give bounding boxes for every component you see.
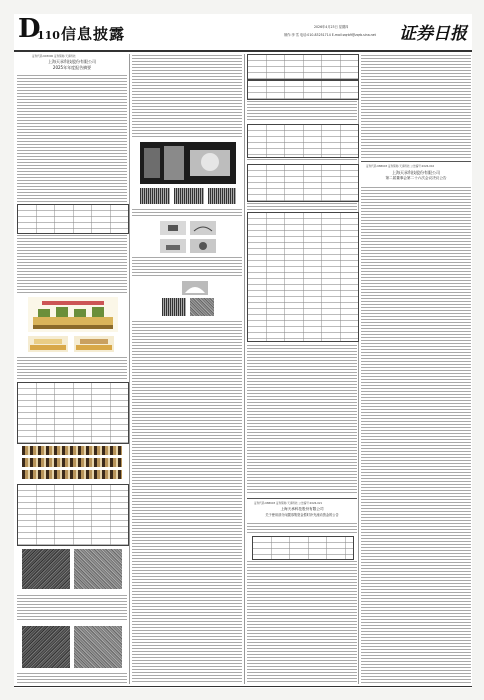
sample-image (174, 188, 204, 204)
announcement-company: 上海天承科技股份有限公司 (48, 59, 96, 64)
micrograph-image (74, 626, 122, 668)
body-text (361, 54, 471, 158)
section-title: 信息披露 (61, 25, 126, 43)
process-diagram-image (28, 297, 118, 332)
product-table (17, 484, 129, 546)
product-table (17, 382, 129, 444)
masthead-rule (14, 50, 472, 52)
financial-table (247, 80, 359, 100)
layer-diagram-image (28, 336, 68, 352)
newspaper-logo: 证券日报 (399, 24, 467, 44)
editor-line: 制作:李 雪 电话:010-83251714 E-mail:zqrb9@zqrb.sina.net (284, 33, 376, 37)
body-text (132, 256, 242, 278)
sem-image (162, 298, 186, 316)
sample-image (140, 188, 170, 204)
micrograph-image (22, 549, 70, 589)
column-divider (129, 54, 130, 684)
body-text (17, 74, 127, 202)
micrograph-image (74, 549, 122, 589)
cross-section-image (22, 446, 122, 455)
body-text (17, 356, 127, 380)
body-text (17, 594, 127, 622)
announcement-title: 第二届董事会第二十六次会议决议公告 (385, 176, 447, 180)
body-text (247, 560, 357, 684)
equipment-photo (140, 142, 236, 184)
sample-image (208, 188, 236, 204)
shareholder-table (247, 212, 359, 342)
date-line: 2026年4月23日 星期四 (314, 25, 349, 29)
body-text (132, 54, 242, 138)
data-table (17, 204, 129, 234)
announcement-title: 关于使用部分闲置募集资金暂时补充流动资金的公告 (265, 513, 339, 517)
announcement-code-line: 证券代码:603000 证券简称:天承科技 (32, 55, 76, 58)
micrograph-image (22, 626, 70, 668)
fund-table (252, 536, 354, 560)
announcement-code-line: 证券代码:688603 证券简称:天承科技 公告编号:2026-021 (254, 502, 323, 505)
newspaper-page (14, 14, 472, 688)
body-text (247, 158, 357, 162)
body-text (247, 344, 357, 494)
announcement-company: 上海天承科技股份有限公司 (280, 507, 324, 511)
body-text (17, 672, 127, 684)
body-text (17, 234, 127, 294)
body-text (247, 202, 357, 210)
page-number: 110 (37, 29, 60, 42)
announcement-rule (361, 161, 471, 162)
body-text (132, 208, 242, 218)
financial-table (247, 54, 359, 80)
footer-rule (14, 686, 472, 687)
body-text (132, 320, 242, 684)
announcement-title: 2025年年度报告摘要 (52, 65, 92, 70)
masthead (14, 14, 472, 50)
sem-image (190, 298, 214, 316)
cross-section-image (22, 470, 122, 479)
section-letter: D (18, 14, 41, 44)
sample-image (182, 280, 208, 294)
announcement-rule (247, 498, 357, 499)
body-text (247, 522, 357, 534)
body-text (247, 100, 357, 122)
sample-image (160, 238, 186, 252)
financial-table (247, 124, 359, 158)
sample-image (160, 220, 186, 234)
layer-diagram-image (74, 336, 114, 352)
cross-section-image (22, 458, 122, 467)
quarterly-table (247, 164, 359, 202)
sample-image (190, 238, 216, 252)
sample-image (190, 220, 216, 234)
announcement-code-line: 证券代码:688603 证券简称:天承科技 公告编号:2026-016 (366, 165, 435, 168)
column-divider (244, 54, 245, 684)
announcement-company: 上海天承科技股份有限公司 (392, 170, 440, 175)
body-text (361, 186, 471, 684)
